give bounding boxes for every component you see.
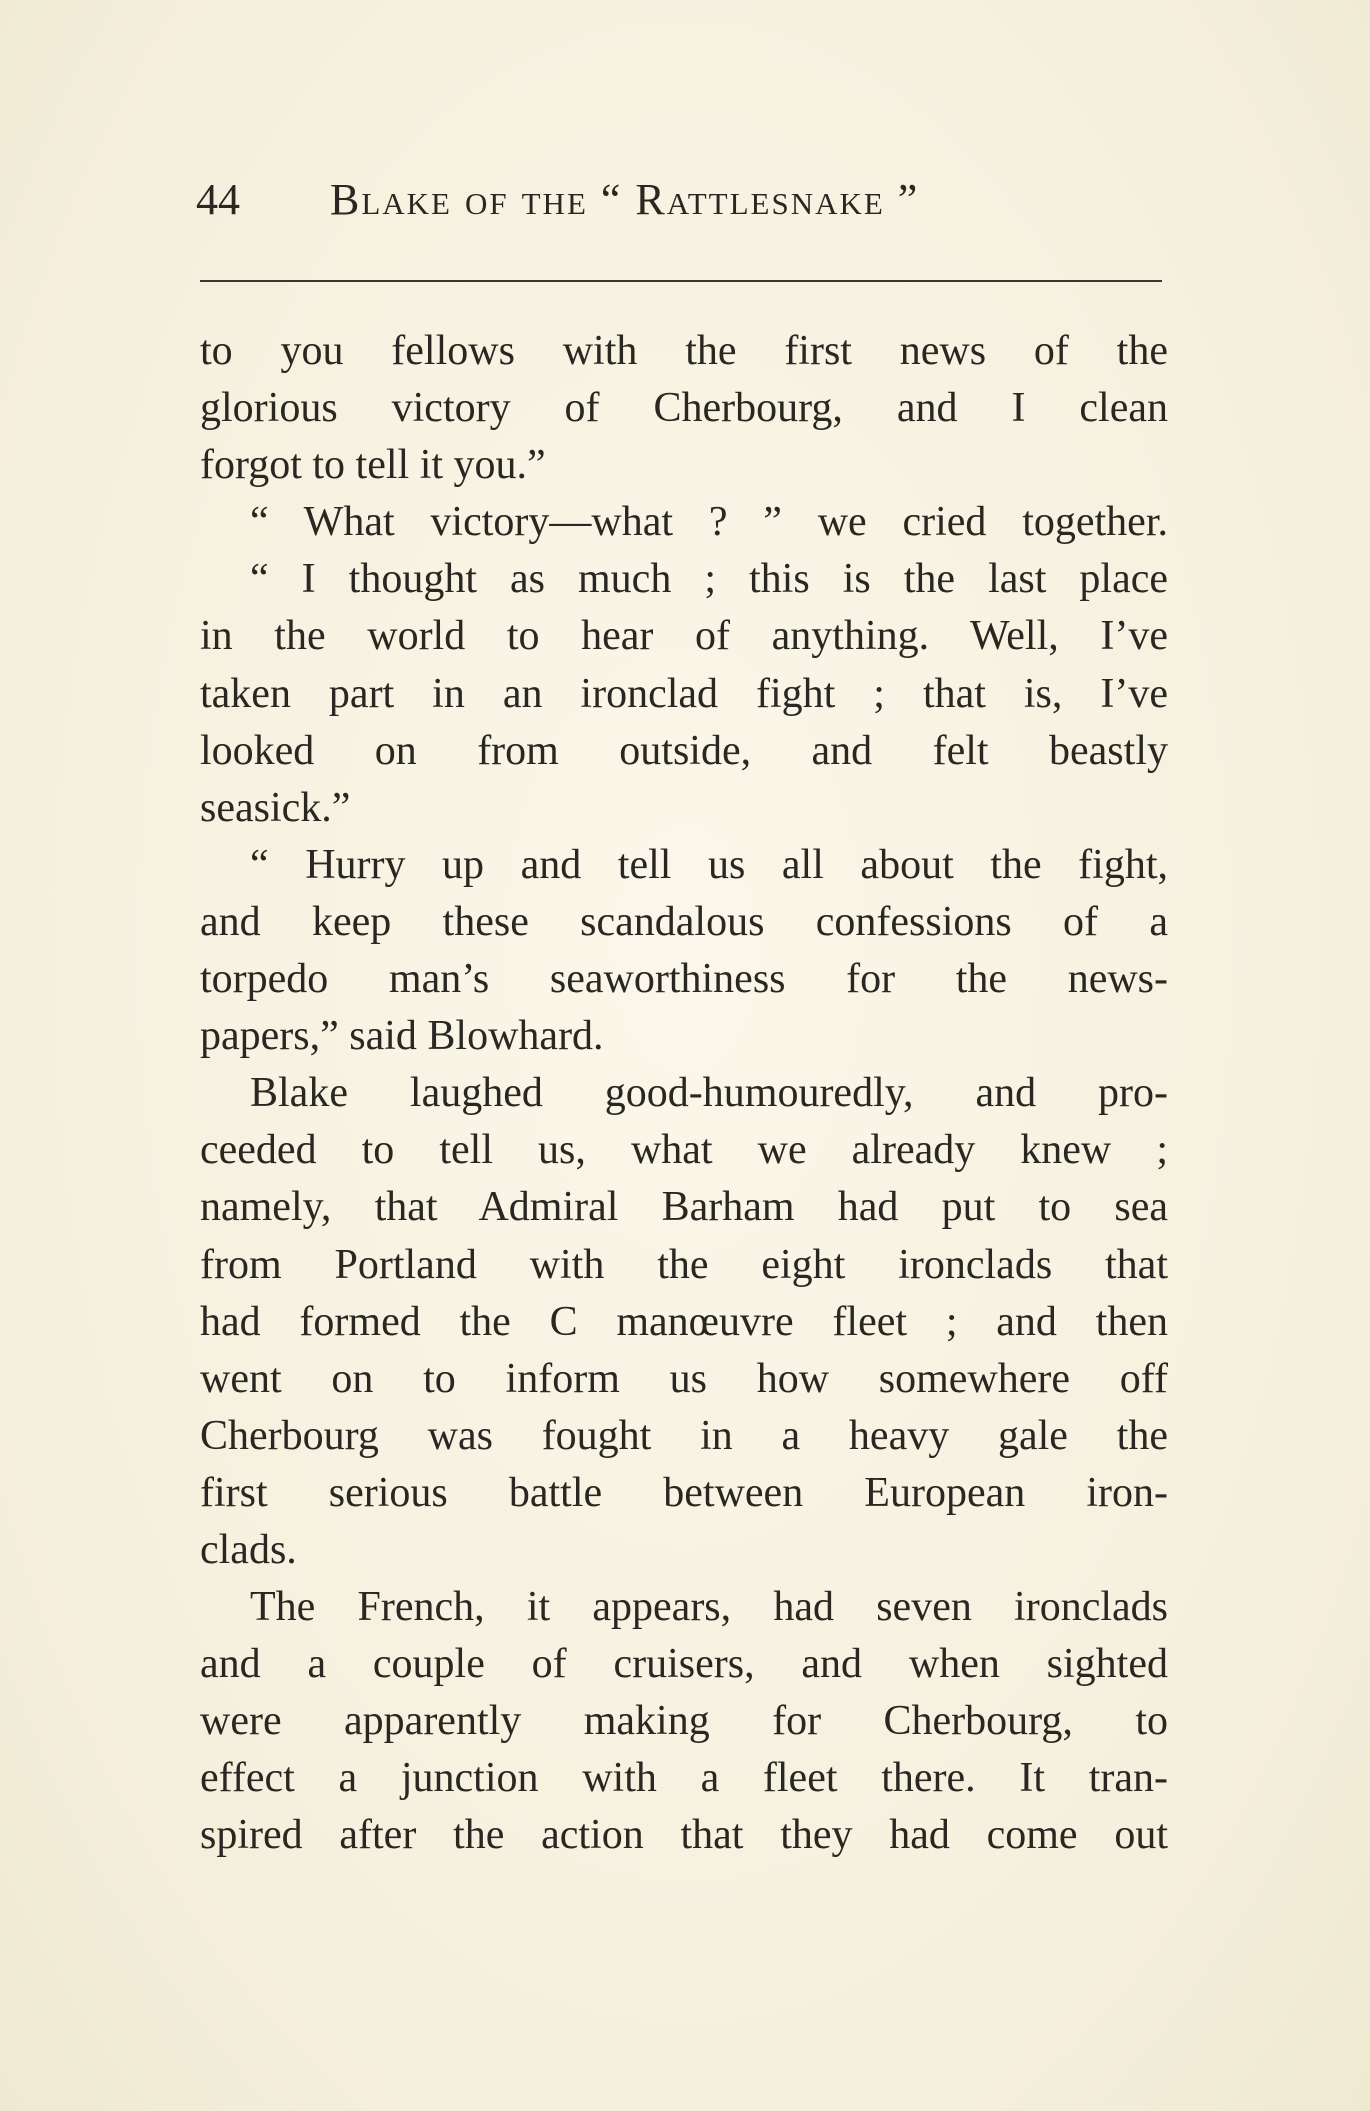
text-line: glorious victory of Cherbourg, and I clean [200,385,1168,432]
text-line: went on to inform us how somewhere off [200,1355,1168,1402]
text-line: namely, that Admiral Barham had put to sea [200,1184,1168,1231]
text-line: Blake laughed good-humouredly, and pro- [250,1070,1168,1117]
text-line: The French, it appears, had seven ironclads [250,1584,1168,1631]
text-line: effect a junction with a fleet there. It tran- [200,1755,1168,1802]
text-line: and keep these scandalous confessions of a [200,898,1168,945]
text-line: seasick.” [200,784,351,831]
header-rule [200,280,1162,282]
text-line: clads. [200,1526,297,1573]
text-line: “ I thought as much ; this is the last place [250,556,1168,603]
text-line: first serious battle between European iron- [200,1469,1168,1516]
text-line: taken part in an ironclad fight ; that is, I’ve [200,670,1168,717]
text-line: Cherbourg was fought in a heavy gale the [200,1412,1168,1459]
text-line: to you fellows with the first news of the [200,328,1168,374]
text-line: looked on from outside, and felt beastly [200,727,1168,774]
running-head [196,172,1164,228]
text-line: and a couple of cruisers, and when sighted [200,1641,1168,1688]
text-line: in the world to hear of anything. Well, I’ve [200,613,1168,660]
text-line: from Portland with the eight ironclads that [200,1241,1168,1288]
text-line: ceeded to tell us, what we already knew ; [200,1127,1168,1174]
body-text [200,323,1168,1865]
text-line: “ Hurry up and tell us all about the fight, [250,841,1168,888]
book-title: Blake of the “ Rattlesnake ” [330,175,920,224]
text-line: torpedo man’s seaworthiness for the news- [200,956,1168,1003]
text-line: forgot to tell it you.” [200,442,546,489]
text-line: spired after the action that they had come out [200,1812,1168,1859]
text-line: papers,” said Blowhard. [200,1013,604,1060]
text-line: had formed the C manœuvre fleet ; and then [200,1298,1168,1345]
text-line: “ What victory—what ? ” we cried together. [250,499,1168,546]
text-line: were apparently making for Cherbourg, to [200,1698,1168,1745]
page-number: 44 [196,175,240,224]
